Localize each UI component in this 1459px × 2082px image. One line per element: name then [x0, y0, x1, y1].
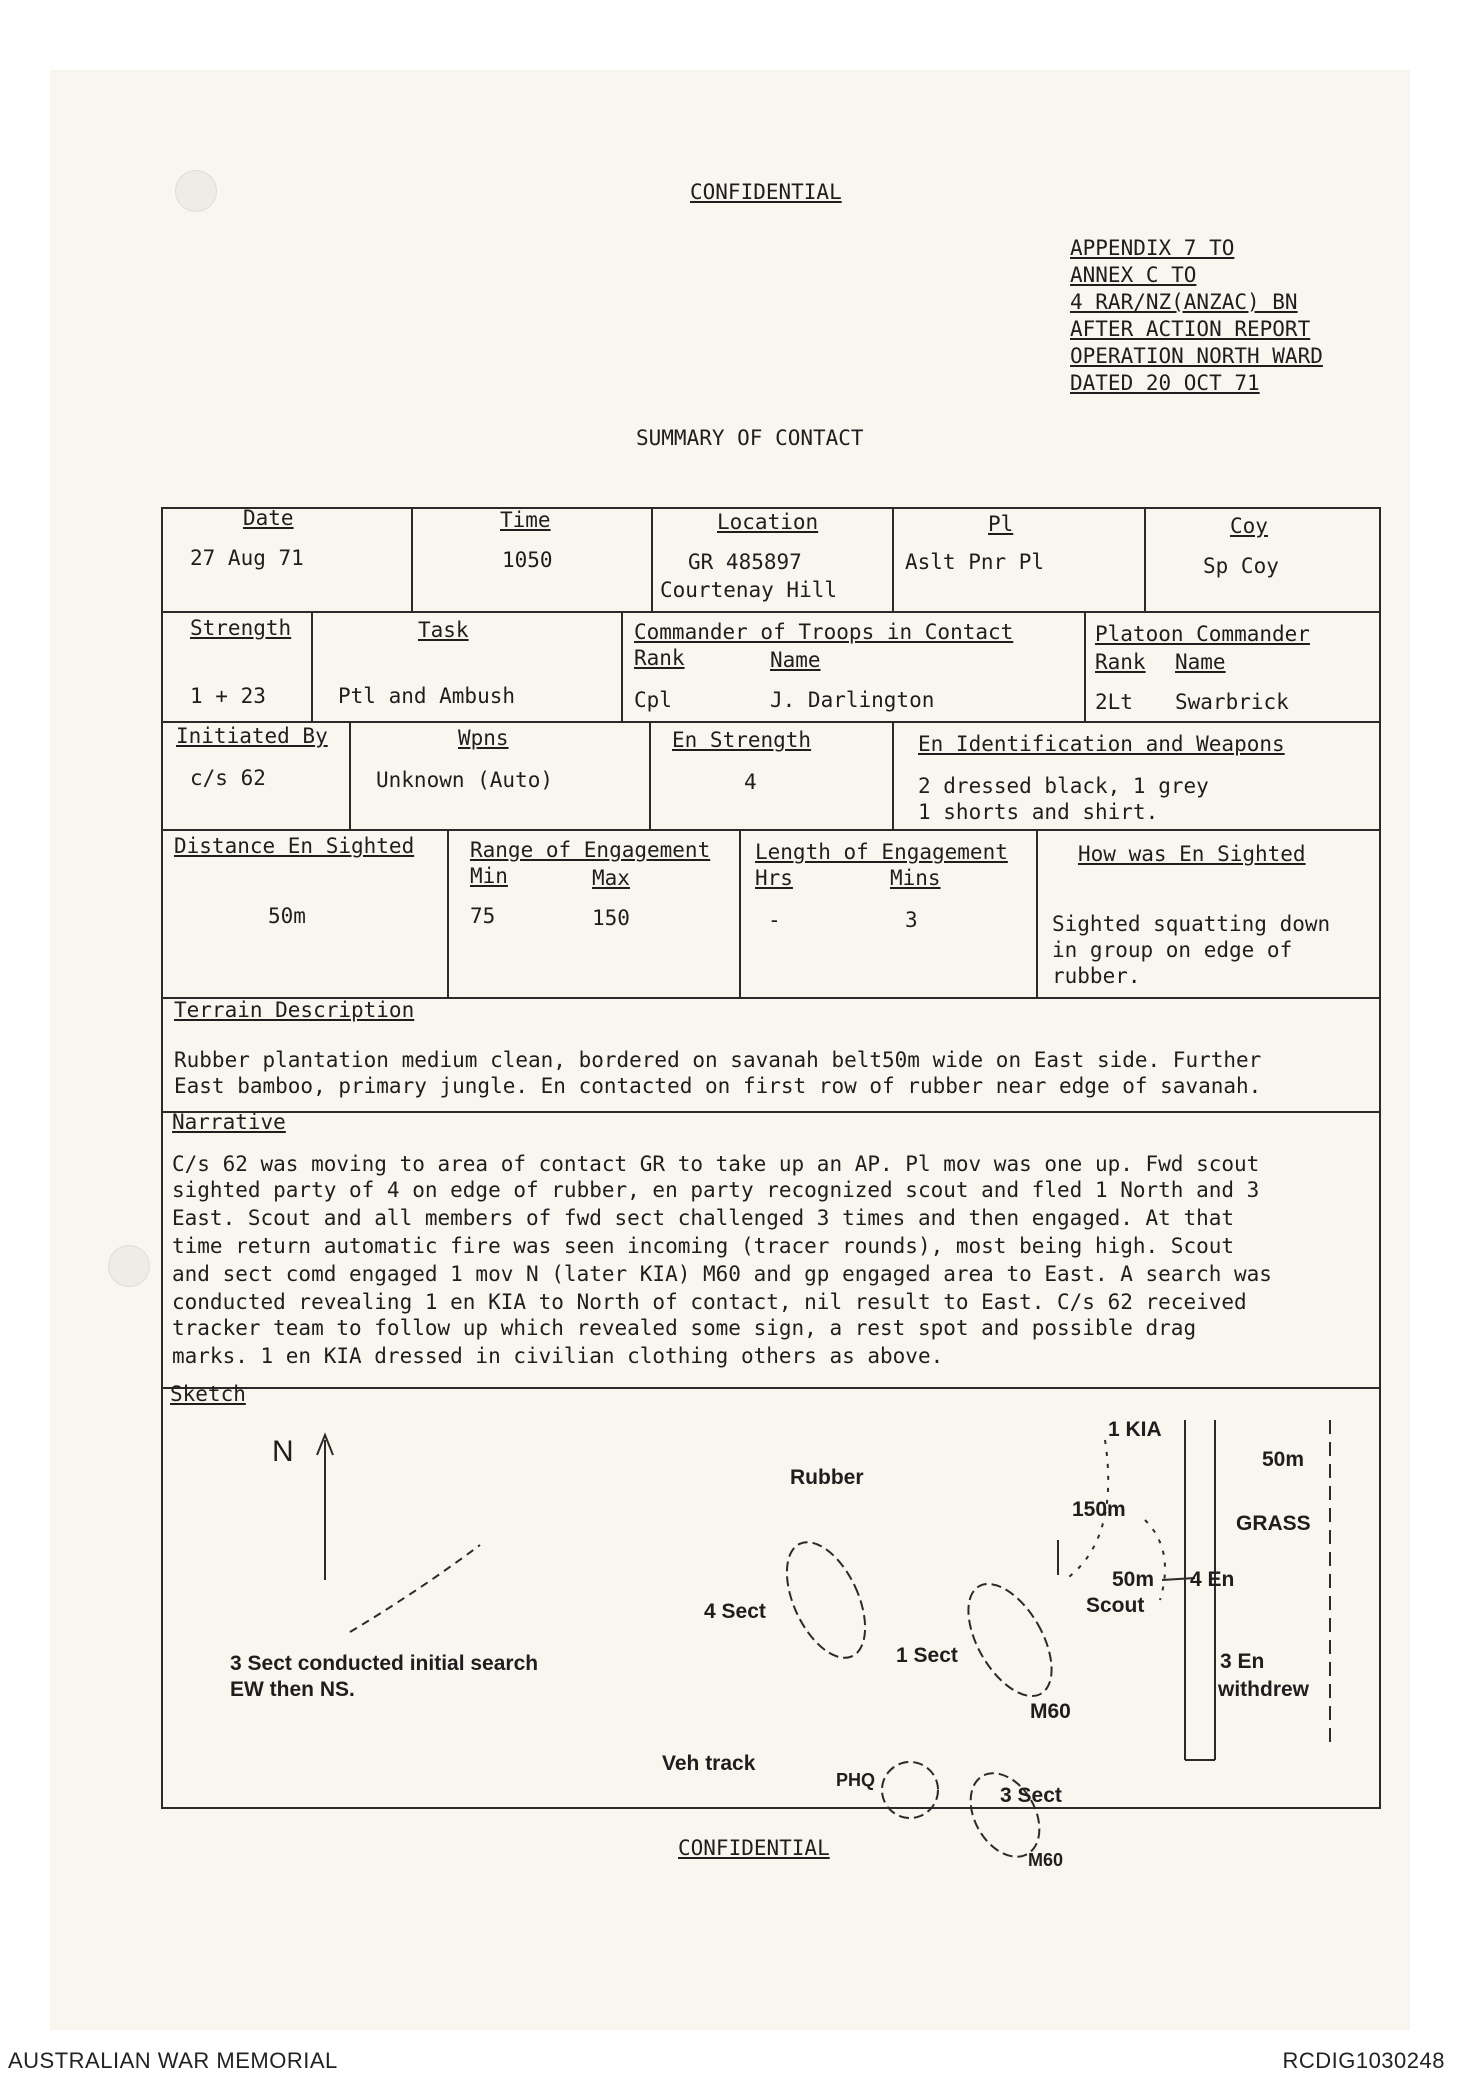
time-label: Time [500, 508, 551, 532]
sketch-phq: PHQ [836, 1770, 876, 1790]
en-identification-line-1: 2 dressed black, 1 grey [918, 774, 1209, 798]
location-name: Courtenay Hill [660, 578, 838, 602]
time-value: 1050 [502, 548, 553, 572]
appendix-line-2: ANNEX C TO [1070, 263, 1197, 287]
how-sighted-label: How was En Sighted [1078, 842, 1306, 866]
location-label: Location [717, 510, 819, 534]
pc-rank-label: Rank [1095, 650, 1146, 674]
sketch-veh-track: Veh track [662, 1752, 756, 1775]
location-grid-ref: GR 485897 [688, 550, 802, 574]
sketch-4-en: 4 En [1190, 1568, 1235, 1591]
weapons-value: Unknown (Auto) [376, 768, 554, 792]
company-label: Coy [1230, 514, 1268, 538]
narrative-line: and sect comd engaged 1 mov N (later KIA) M60 and gp engaged area to East. A search was [172, 1262, 1272, 1286]
en-strength-label: En Strength [672, 728, 812, 752]
appendix-line-5: OPERATION NORTH WARD [1070, 344, 1323, 368]
how-sighted-line-1: Sighted squatting down [1052, 912, 1331, 936]
classification-top: CONFIDENTIAL [690, 180, 842, 204]
appendix-line-3: 4 RAR/NZ(ANZAC) BN [1070, 290, 1298, 314]
length-mins: 3 [905, 908, 918, 932]
platoon-label: Pl [988, 512, 1014, 536]
sketch-3-en: 3 En [1220, 1650, 1265, 1673]
pc-name: Swarbrick [1175, 690, 1289, 714]
cot-name: J. Darlington [770, 688, 935, 712]
range-min-label: Min [470, 864, 508, 888]
sketch-1-sect: 1 Sect [896, 1644, 958, 1667]
sketch-50m-mid: 50m [1112, 1568, 1155, 1591]
range-label: Range of Engagement [470, 838, 711, 862]
narrative-line: marks. 1 en KIA dressed in civilian clothing others as above. [172, 1344, 944, 1368]
initiated-by-value: c/s 62 [190, 766, 266, 790]
cot-rank-label: Rank [634, 646, 685, 670]
distance-label: Distance En Sighted [174, 834, 415, 858]
task-label: Task [418, 618, 469, 642]
appendix-line-4: AFTER ACTION REPORT [1070, 317, 1311, 341]
date-value: 27 Aug 71 [190, 546, 304, 570]
en-identification-label: En Identification and Weapons [918, 732, 1285, 756]
company-value: Sp Coy [1203, 554, 1279, 578]
pc-rank: 2Lt [1095, 690, 1133, 714]
north-arrow-label: N [272, 1435, 294, 1468]
appendix-line-6: DATED 20 OCT 71 [1070, 371, 1260, 395]
cot-label: Commander of Troops in Contact [634, 620, 1014, 644]
narrative-line: C/s 62 was moving to area of contact GR to take up an AP. Pl mov was one up. Fwd scout [172, 1152, 1260, 1176]
narrative-line: sighted party of 4 on edge of rubber, en party recognized scout and fled 1 North and 3 [172, 1178, 1260, 1202]
sketch-m60-lower: M60 [1028, 1850, 1064, 1870]
sketch-rubber: Rubber [790, 1466, 864, 1489]
length-hrs-label: Hrs [755, 866, 793, 890]
task-value: Ptl and Ambush [338, 684, 516, 708]
sketch-search-note-1: 3 Sect conducted initial search [230, 1652, 539, 1675]
terrain-label: Terrain Description [174, 998, 415, 1022]
summary-title: SUMMARY OF CONTACT [636, 426, 864, 450]
platoon-commander-label: Platoon Commander [1095, 622, 1310, 646]
platoon-value: Aslt Pnr Pl [905, 550, 1045, 574]
sketch-50m-top: 50m [1262, 1448, 1305, 1471]
terrain-line-1: Rubber plantation medium clean, bordered on savanah belt50m wide on East side. Further [174, 1048, 1262, 1072]
strength-label: Strength [190, 616, 292, 640]
distance-value: 50m [268, 904, 306, 928]
terrain-line-2: East bamboo, primary jungle. En contacted on first row of rubber near edge of savanah. [174, 1074, 1262, 1098]
en-strength-value: 4 [744, 770, 757, 794]
classification-bottom: CONFIDENTIAL [678, 1836, 830, 1860]
length-label: Length of Engagement [755, 840, 1008, 864]
sketch-4-sect: 4 Sect [704, 1600, 766, 1623]
range-max-label: Max [592, 866, 630, 890]
en-identification-line-2: 1 shorts and shirt. [918, 800, 1159, 824]
length-hrs: - [768, 908, 781, 932]
cot-name-label: Name [770, 648, 821, 672]
range-min: 75 [470, 904, 496, 928]
narrative-line: East. Scout and all members of fwd sect challenged 3 times and then engaged. At that [172, 1206, 1235, 1230]
sketch-withdrew: withdrew [1218, 1678, 1310, 1701]
sketch-1-kia: 1 KIA [1108, 1418, 1162, 1441]
length-mins-label: Mins [890, 866, 941, 890]
sketch-search-note-2: EW then NS. [230, 1678, 355, 1701]
pc-name-label: Name [1175, 650, 1226, 674]
footer-record-id: RCDIG1030248 [1282, 2048, 1445, 2073]
footer-archive-name: AUSTRALIAN WAR MEMORIAL [8, 2048, 338, 2073]
narrative-line: tracker team to follow up which revealed some sign, a rest spot and possible drag [172, 1316, 1197, 1340]
strength-value: 1 + 23 [190, 684, 266, 708]
weapons-label: Wpns [458, 726, 509, 750]
sketch-150m: 150m [1072, 1498, 1126, 1521]
narrative-line: conducted revealing 1 en KIA to North of contact, nil result to East. C/s 62 received [172, 1290, 1247, 1314]
how-sighted-line-2: in group on edge of [1052, 938, 1293, 962]
narrative-label: Narrative [172, 1110, 286, 1134]
how-sighted-line-3: rubber. [1052, 964, 1141, 988]
initiated-by-label: Initiated By [176, 724, 328, 748]
range-max: 150 [592, 906, 630, 930]
narrative-line: time return automatic fire was seen incoming (tracer rounds), most being high. Scout [172, 1234, 1235, 1258]
sketch-grass: GRASS [1236, 1512, 1311, 1535]
sketch-3-sect: 3 Sect [1000, 1784, 1062, 1807]
appendix-line-1: APPENDIX 7 TO [1070, 236, 1235, 260]
date-label: Date [243, 506, 294, 530]
sketch-scout: Scout [1086, 1594, 1145, 1617]
sketch-label: Sketch [170, 1382, 246, 1406]
cot-rank: Cpl [634, 688, 672, 712]
sketch-m60-upper: M60 [1030, 1700, 1071, 1723]
